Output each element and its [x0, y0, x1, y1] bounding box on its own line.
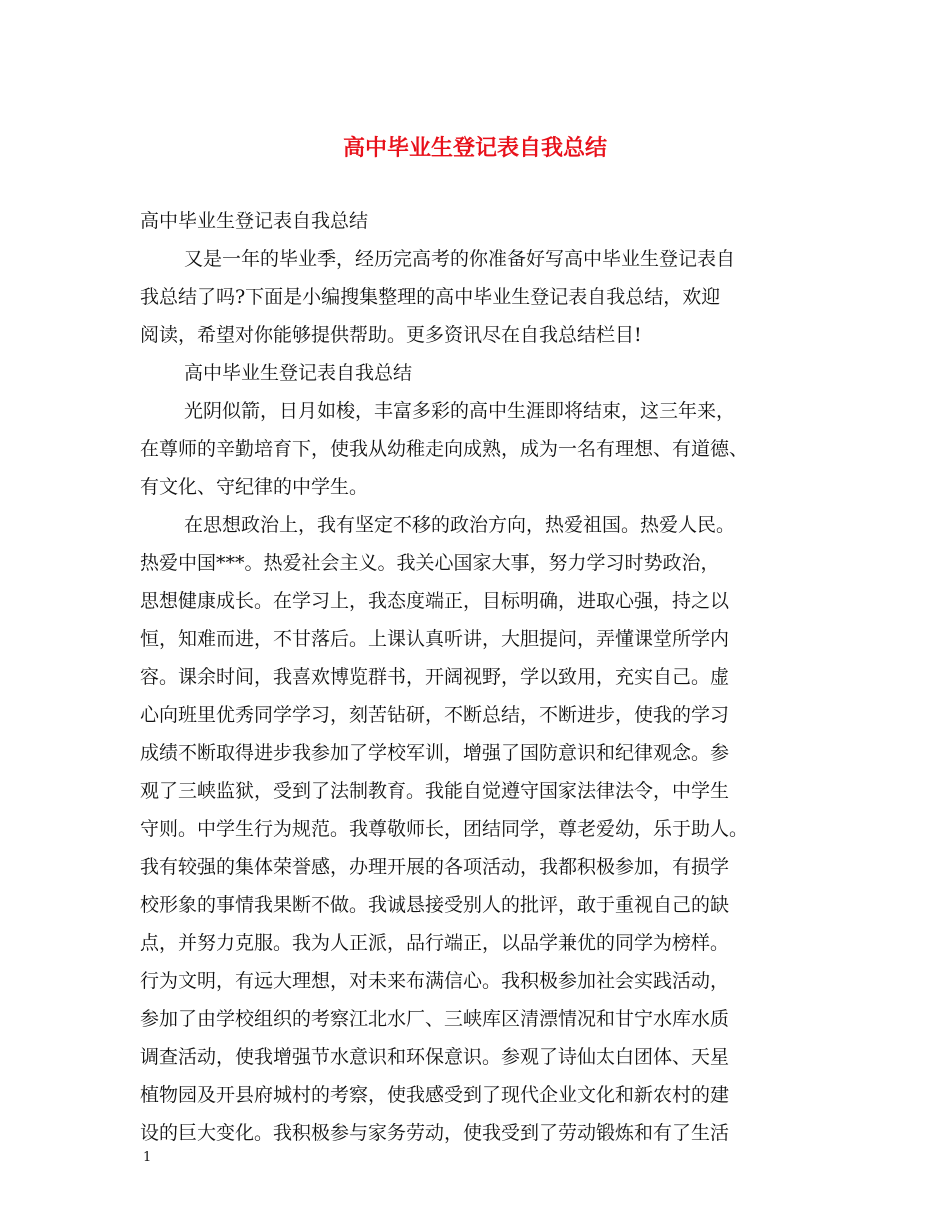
body-line: 有文化、守纪律的中学生。 — [140, 476, 369, 498]
body-line: 成绩不断取得进步我参加了学校军训，增强了国防意识和纪律观念。参 — [140, 742, 730, 764]
body-line: 校形象的事情我果断不做。我诚恳接受别人的批评，敢于重视自己的缺 — [140, 894, 730, 916]
body-line: 参加了由学校组织的考察江北水厂、三峡库区清漂情况和甘宁水库水质 — [140, 1008, 730, 1030]
body-line: 在思想政治上，我有坚定不移的政治方向，热爱祖国。热爱人民。 — [184, 514, 736, 536]
body-line: 在尊师的辛勤培育下，使我从幼稚走向成熟，成为一名有理想、有道德、 — [140, 438, 749, 460]
body-line: 光阴似箭，日月如梭，丰富多彩的高中生涯即将结束，这三年来， — [184, 400, 736, 422]
document-body — [140, 202, 830, 1152]
body-line: 阅读，希望对你能够提供帮助。更多资讯尽在自我总结栏目! — [140, 324, 642, 346]
body-line: 守则。中学生行为规范。我尊敬师长，团结同学，尊老爱幼，乐于助人。 — [140, 818, 749, 840]
body-line: 调查活动，使我增强节水意识和环保意识。参观了诗仙太白团体、天星 — [140, 1046, 730, 1068]
body-line: 热爱中国***。热爱社会主义。我关心国家大事，努力学习时势政治， — [140, 552, 720, 574]
body-line: 点，并努力克服。我为人正派，品行端正，以品学兼优的同学为榜样。 — [140, 932, 730, 954]
body-line: 观了三峡监狱，受到了法制教育。我能自觉遵守国家法律法令，中学生 — [140, 780, 730, 802]
body-line: 植物园及开县府城村的考察，使我感受到了现代企业文化和新农村的建 — [140, 1084, 730, 1106]
body-line: 心向班里优秀同学学习，刻苦钻研，不断总结，不断进步，使我的学习 — [140, 704, 730, 726]
body-line: 高中毕业生登记表自我总结 — [184, 362, 413, 384]
body-line: 恒，知难而进，不甘落后。上课认真听讲，大胆提问，弄懂课堂所学内 — [140, 628, 730, 650]
document-title: 高中毕业生登记表自我总结 — [342, 135, 607, 161]
body-line: 行为文明，有远大理想，对未来布满信心。我积极参加社会实践活动， — [140, 970, 730, 992]
body-line: 容。课余时间，我喜欢博览群书，开阔视野，学以致用，充实自己。虚 — [140, 666, 730, 688]
body-line: 高中毕业生登记表自我总结 — [140, 210, 369, 232]
body-line: 思想健康成长。在学习上，我态度端正，目标明确，进取心强，持之以 — [140, 590, 730, 612]
body-line: 我有较强的集体荣誉感，办理开展的各项活动，我都积极参加，有损学 — [140, 856, 730, 878]
body-line: 我总结了吗?下面是小编搜集整理的高中毕业生登记表自我总结，欢迎 — [140, 286, 721, 308]
body-line: 设的巨大变化。我积极参与家务劳动，使我受到了劳动锻炼和有了生活 — [140, 1122, 730, 1144]
page-number: 1 — [143, 1150, 152, 1165]
body-line: 又是一年的毕业季，经历完高考的你准备好写高中毕业生登记表自 — [184, 248, 736, 270]
